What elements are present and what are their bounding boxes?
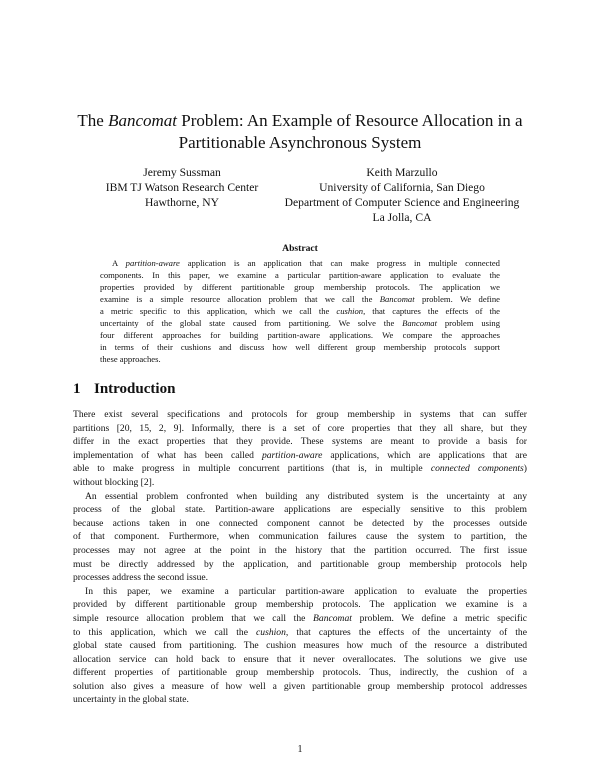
body-line: different properties of partitionable group membership protocols. Thus, indirectly, the cushion of a bbox=[73, 667, 527, 679]
author-location: Hawthorne, NY bbox=[144, 196, 220, 209]
abstract-line: uncertainty of the global state caused from partitioning. We solve the Bancomat problem using bbox=[100, 318, 500, 328]
body-line: solution also gives a measure of how well a given partitionable group membership protocol addresses bbox=[73, 680, 527, 692]
body-line: In this paper, we examine a particular partition-aware application to evaluate the properties bbox=[85, 585, 527, 597]
section-title: Introduction bbox=[94, 381, 176, 397]
author-name: Jeremy Sussman bbox=[143, 166, 221, 179]
author-location: La Jolla, CA bbox=[372, 211, 432, 224]
section-number: 1 bbox=[73, 381, 81, 397]
body-line: uncertainty in the global state. bbox=[73, 694, 189, 706]
author-name: Keith Marzullo bbox=[366, 166, 438, 179]
author-affiliation: University of California, San Diego bbox=[319, 181, 485, 194]
abstract-line: examine is a simple resource allocation problem that we call the Bancomat problem. We define bbox=[100, 294, 500, 304]
body-line: processes address the second issue. bbox=[73, 572, 209, 584]
body-line: process of the global state. Partition-aware applications are especially sensitive to this problem bbox=[73, 504, 527, 516]
body-line: able to make progress in multiple concurrent partitions (that is, in multiple connected components) bbox=[73, 463, 527, 475]
body-line: because actions taken in one connected component cannot be detected by the processes outside bbox=[73, 517, 527, 529]
body-line: provided by different partitionable group membership protocols. The application we examine is a bbox=[73, 599, 527, 611]
abstract-line: these approaches. bbox=[100, 354, 161, 364]
abstract-line: components. In this paper, we examine a particular partition-aware application to evaluate the bbox=[100, 270, 500, 280]
body-line: of that component. Furthermore, when communication failures cause the system to partition, the bbox=[73, 531, 527, 543]
body-line: simple resource allocation problem that we call the Bancomat problem. We define a metric specific bbox=[73, 612, 527, 624]
body-line: allocation service can hold back to ensure that it never overallocates. The solutions we give use bbox=[73, 653, 527, 665]
page-number: 1 bbox=[297, 744, 303, 755]
body-line: There exist several specifications and protocols for group membership in systems that can suffer bbox=[73, 409, 527, 420]
body-line: An essential problem confronted when building any distributed system is the uncertainty at any bbox=[85, 490, 527, 502]
abstract-text bbox=[100, 257, 500, 365]
abstract-line: in terms of their cushions and discuss how well different group membership protocols support bbox=[100, 342, 500, 352]
author-affiliation: IBM TJ Watson Research Center bbox=[105, 181, 259, 194]
title-line-2: Partitionable Asynchronous System bbox=[178, 133, 422, 152]
body-line: to this application, which we call the cushion, that captures the effects of the uncertainty of the bbox=[73, 626, 527, 638]
paper-title bbox=[60, 110, 540, 154]
author-department: Department of Computer Science and Engineering bbox=[284, 196, 520, 209]
body-line: implementation of what has been called partition-aware applications, which are applications that are bbox=[73, 449, 527, 461]
body-line: partitions [20, 15, 2, 9]. Informally, there is a set of core properties that they all share, but they bbox=[73, 422, 527, 434]
abstract-line: four different approaches for building partition-aware applications. We compare the approaches bbox=[100, 330, 500, 340]
title-line-1: The Bancomat Problem: An Example of Resource Allocation in a bbox=[77, 111, 523, 130]
abstract-line: A partition-aware application is an application that can make progress in multiple connected bbox=[112, 258, 500, 268]
introduction-text bbox=[73, 408, 527, 707]
body-line: without blocking [2]. bbox=[73, 476, 155, 488]
author-block-marzullo bbox=[268, 165, 536, 225]
section-heading-introduction bbox=[73, 381, 175, 398]
abstract-line: properties provided by different partitionable group membership protocols. The application we bbox=[100, 282, 500, 292]
abstract-heading: Abstract bbox=[282, 243, 318, 254]
body-line: must be directly addressed by the application, and partitionable group membership protocols help bbox=[73, 558, 527, 570]
body-line: processes may not agree at the point in the history that the partition occurred. The first issue bbox=[73, 544, 527, 556]
body-line: global state caused from partitioning. The cushion measures how much of the resource a distributed bbox=[73, 640, 527, 652]
body-line: differ in the exact properties that they provide. These systems are meant to provide a basis for bbox=[73, 436, 527, 448]
abstract-line: a metric specific to this application, which we call the cushion, that captures the effects of the bbox=[100, 306, 500, 316]
